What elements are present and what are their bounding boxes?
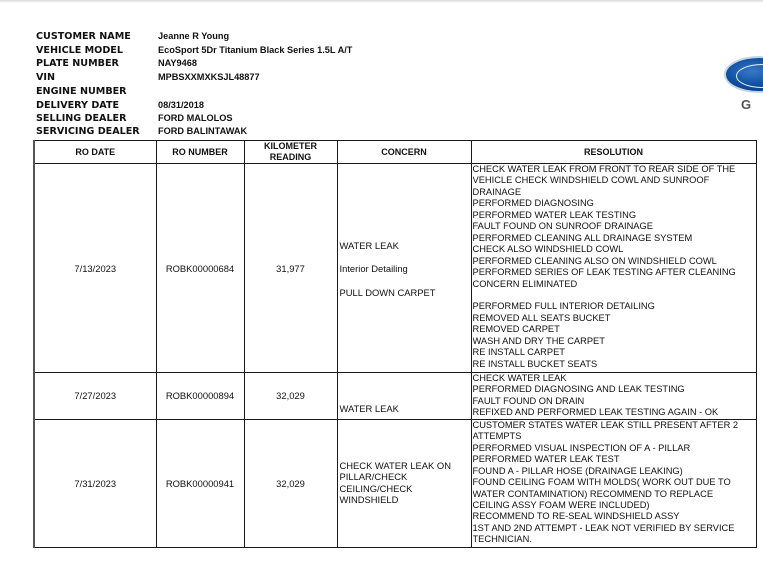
cell-km: 31,977 bbox=[244, 164, 337, 373]
resolution-gap bbox=[473, 290, 756, 301]
header-ro-number: RO NUMBER bbox=[156, 141, 244, 164]
resolution-line: PERFORMED VISUAL INSPECTION OF A - PILLAR bbox=[472, 442, 691, 453]
resolution-line: CHECK ALSO WINDSHIELD COWL bbox=[472, 244, 624, 255]
header-concern: CONCERN bbox=[337, 141, 471, 164]
resolution-line: PERFORMED CLEANING ALSO ON WINDSHIELD COWL bbox=[472, 255, 717, 266]
cell-ro-number: ROBK00000941 bbox=[156, 419, 244, 547]
table-row bbox=[34, 419, 756, 547]
cell-ro-date: 7/31/2023 bbox=[34, 419, 156, 547]
info-label: DELIVERY DATE bbox=[36, 100, 120, 111]
ford-oval-logo-icon bbox=[724, 56, 763, 93]
table-row bbox=[34, 164, 756, 373]
header-km-line2: READING bbox=[269, 152, 312, 162]
info-value: MPBSXXMXKSJL48877 bbox=[158, 72, 260, 82]
concern-line: WATER LEAK bbox=[339, 403, 399, 415]
resolution-line: FAULT FOUND ON DRAIN bbox=[472, 395, 585, 406]
table-header-row bbox=[34, 141, 756, 164]
resolution-line: PERFORMED WATER LEAK TEST bbox=[472, 454, 620, 465]
resolution-line: CONCERN ELIMINATED bbox=[472, 278, 578, 289]
resolution-line: PERFORMED SERIES OF LEAK TESTING AFTER CLEANING bbox=[472, 267, 736, 278]
header-resolution: RESOLUTION bbox=[471, 141, 756, 164]
info-value: 08/31/2018 bbox=[158, 100, 204, 110]
resolution-line: DRAINAGE bbox=[472, 186, 522, 197]
resolution-line: REMOVED ALL SEATS BUCKET bbox=[472, 312, 611, 323]
table-row bbox=[34, 373, 756, 420]
info-label: PLATE NUMBER bbox=[36, 58, 119, 69]
info-label: VIN bbox=[36, 72, 56, 83]
cell-ro-number: ROBK00000684 bbox=[156, 164, 244, 373]
cell-ro-date: 7/27/2023 bbox=[34, 373, 156, 420]
header-km-line1: KILOMETER bbox=[264, 141, 317, 151]
resolution-line: 1ST AND 2ND ATTEMPT - LEAK NOT VERIFIED BY SERVICE bbox=[472, 522, 735, 533]
cell-concern bbox=[337, 419, 471, 547]
resolution-line: PERFORMED CLEANING ALL DRAINAGE SYSTEM bbox=[472, 232, 693, 243]
page-top-shadow bbox=[0, 0, 763, 3]
resolution-line: RE INSTALL BUCKET SEATS bbox=[472, 358, 598, 369]
header-ro-date: RO DATE bbox=[34, 141, 156, 164]
concern-line: PULL DOWN CARPET bbox=[339, 286, 436, 298]
concern-line: CEILING/CHECK bbox=[339, 482, 413, 494]
info-label: CUSTOMER NAME bbox=[36, 31, 131, 42]
resolution-line: ATTEMPTS bbox=[472, 431, 522, 442]
cell-concern bbox=[337, 373, 471, 420]
resolution-line: PERFORMED DIAGNOSING bbox=[472, 198, 594, 209]
cell-concern bbox=[337, 164, 471, 373]
cell-resolution bbox=[471, 373, 756, 420]
concern-line: PILLAR/CHECK bbox=[339, 471, 408, 483]
cell-resolution bbox=[471, 164, 756, 373]
cell-km: 32,029 bbox=[244, 373, 337, 420]
cell-ro-date: 7/13/2023 bbox=[34, 164, 156, 373]
resolution-line: CHECK WATER LEAK FROM FRONT TO REAR SIDE OF THE bbox=[472, 164, 736, 174]
concern-line: WATER LEAK bbox=[339, 239, 399, 251]
info-value: Jeanne R Young bbox=[158, 31, 230, 41]
resolution-line: REMOVED CARPET bbox=[472, 324, 560, 335]
resolution-line: CUSTOMER STATES WATER LEAK STILL PRESENT AFTER 2 bbox=[472, 419, 739, 430]
service-history-table bbox=[33, 140, 757, 548]
info-value: FORD MALOLOS bbox=[158, 113, 233, 123]
cell-km: 32,029 bbox=[244, 419, 337, 547]
resolution-line: TECHNICIAN. bbox=[472, 534, 532, 545]
concern-gap bbox=[340, 275, 471, 287]
resolution-line: WATER CONTAMINATION) RECOMMEND TO REPLACE bbox=[472, 488, 714, 499]
logo-partial-text: G bbox=[741, 97, 752, 112]
info-label: VEHICLE MODEL bbox=[36, 45, 123, 56]
header-kilometer-reading bbox=[244, 141, 337, 164]
info-label: SERVICING DEALER bbox=[36, 126, 140, 137]
concern-line: WINDSHIELD bbox=[339, 494, 399, 506]
resolution-line: FAULT FOUND ON SUNROOF DRAINAGE bbox=[472, 221, 653, 232]
resolution-line: PERFORMED WATER LEAK TESTING bbox=[472, 209, 637, 220]
resolution-line: WASH AND DRY THE CARPET bbox=[472, 335, 605, 346]
cell-ro-number: ROBK00000894 bbox=[156, 373, 244, 420]
info-label: SELLING DEALER bbox=[36, 113, 127, 124]
resolution-line: VEHICLE CHECK WINDSHIELD COWL AND SUNROOF bbox=[472, 175, 710, 186]
resolution-line: CHECK WATER LEAK bbox=[472, 373, 567, 383]
resolution-line: REFIXED AND PERFORMED LEAK TESTING AGAIN - OK bbox=[472, 407, 719, 418]
resolution-line: PERFORMED FULL INTERIOR DETAILING bbox=[472, 301, 655, 312]
cell-resolution bbox=[471, 419, 756, 547]
resolution-line: PERFORMED DIAGNOSING AND LEAK TESTING bbox=[472, 384, 685, 395]
info-value: EcoSport 5Dr Titanium Black Series 1.5L A/T bbox=[158, 45, 353, 55]
concern-line: CHECK WATER LEAK ON bbox=[339, 459, 451, 471]
resolution-line: FOUND CEILING FOAM WITH MOLDS( WORK OUT DUE TO bbox=[472, 477, 731, 488]
logo-inner-ring bbox=[736, 64, 763, 88]
resolution-line: FOUND A - PILLAR HOSE (DRAINAGE LEAKING) bbox=[472, 465, 683, 476]
concern-gap bbox=[340, 251, 471, 263]
resolution-line: CEILING ASSY FOAM WERE INCLUDED) bbox=[472, 499, 650, 510]
info-value: NAY9468 bbox=[158, 58, 197, 68]
resolution-line: RE INSTALL CARPET bbox=[472, 347, 565, 358]
resolution-line: RECOMMEND TO RE-SEAL WINDSHIELD ASSY bbox=[472, 511, 680, 522]
concern-line: Interior Detailing bbox=[339, 263, 408, 275]
info-value: FORD BALINTAWAK bbox=[158, 126, 248, 136]
info-label: ENGINE NUMBER bbox=[36, 86, 127, 97]
